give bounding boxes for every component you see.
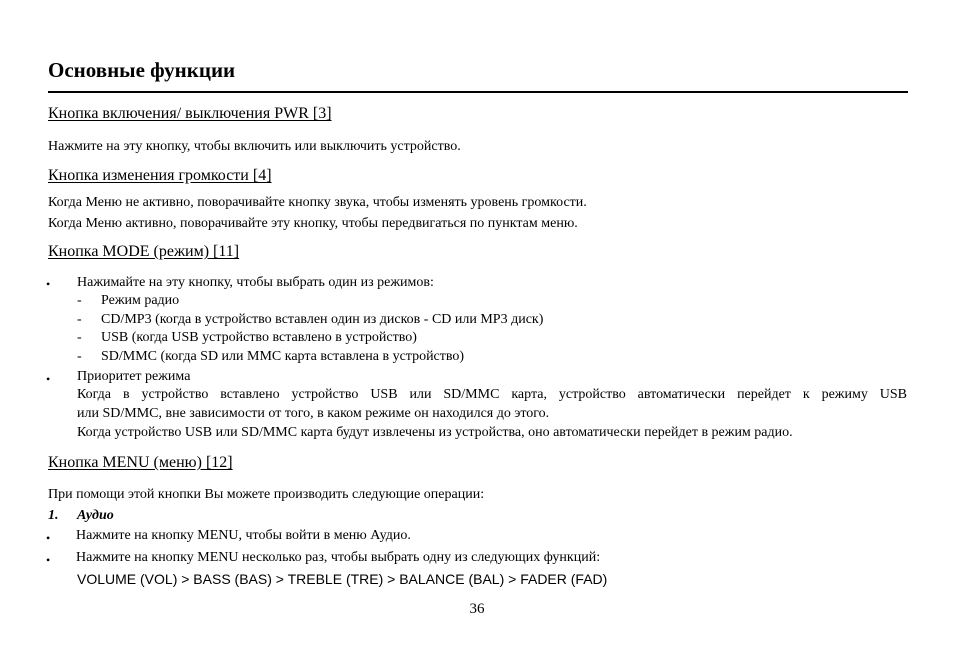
mode-item: Режим радио	[101, 293, 180, 308]
menu-item-number: 1.	[48, 508, 59, 523]
mode-bullet-1: Нажимайте на эту кнопку, чтобы выбрать один из режимов:	[77, 275, 434, 290]
menu-bullet-2: Нажмите на кнопку MENU несколько раз, чтобы выбрать одну из следующих функций:	[76, 550, 601, 565]
mode-bullet-2: Приоритет режима	[77, 369, 191, 384]
bullet-icon: •	[46, 531, 51, 545]
page-number: 36	[469, 601, 485, 617]
menu-bullet-1: Нажмите на кнопку MENU, чтобы войти в меню Аудио.	[76, 528, 411, 543]
bullet-icon: •	[46, 372, 51, 386]
dash-icon: -	[77, 330, 82, 345]
bullet-icon: •	[46, 277, 51, 291]
menu-intro: При помощи этой кнопки Вы можете производить следующие операции:	[48, 487, 485, 502]
page-title: Основные функции	[48, 58, 236, 82]
dash-icon: -	[77, 293, 82, 308]
priority-line-2: или SD/MMC, вне зависимости от того, в каком режиме он находился до этого.	[77, 406, 550, 421]
pwr-text: Нажмите на эту кнопку, чтобы включить или выключить устройство.	[48, 139, 461, 154]
volume-line-2: Когда Меню активно, поворачивайте эту кнопку, чтобы передвигаться по пунктам меню.	[48, 216, 578, 231]
mode-item: USB (когда USB устройство вставлено в устройство)	[101, 330, 417, 345]
bullet-icon: •	[46, 553, 51, 567]
mode-item: SD/MMC (когда SD или MMC карта вставлена в устройство)	[101, 349, 465, 364]
priority-line-1: Когда в устройство вставлено устройство USB или SD/MMC карта, устройство автоматически перейдет к режиму USB	[77, 387, 907, 402]
heading-menu: Кнопка MENU (меню) [12]	[48, 454, 233, 471]
heading-volume: Кнопка изменения громкости [4]	[48, 167, 272, 184]
title-divider	[48, 91, 908, 93]
volume-line-1: Когда Меню не активно, поворачивайте кнопку звука, чтобы изменять уровень громкости.	[48, 195, 587, 210]
dash-icon: -	[77, 312, 82, 327]
mode-item: CD/MP3 (когда в устройство вставлен один из дисков - CD или MP3 диск)	[101, 312, 544, 327]
heading-mode: Кнопка MODE (режим) [11]	[48, 243, 240, 260]
heading-pwr: Кнопка включения/ выключения PWR [3]	[48, 105, 332, 122]
menu-sequence: VOLUME (VOL) > BASS (BAS) > TREBLE (TRE) > BALANCE (BAL) > FADER (FAD)	[77, 571, 608, 587]
priority-line-3: Когда устройство USB или SD/MMC карта будут извлечены из устройства, оно автоматически перейдет в режим радио.	[77, 425, 793, 440]
dash-icon: -	[77, 349, 82, 364]
menu-item-label: Аудио	[77, 508, 114, 523]
